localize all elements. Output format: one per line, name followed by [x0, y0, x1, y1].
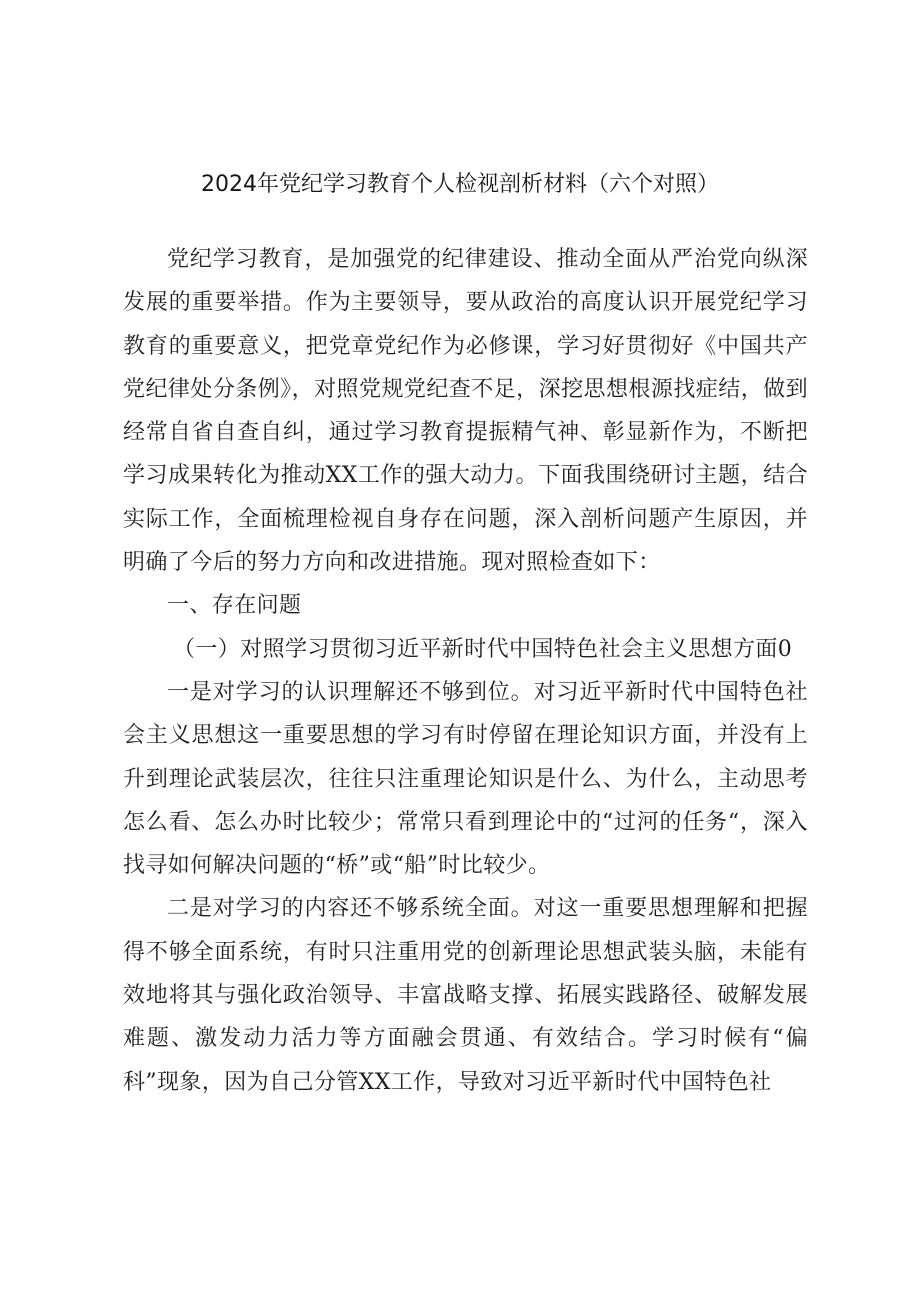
intro-paragraph: 党纪学习教育，是加强党的纪律建设、推动全面从严治党向纵深发展的重要举措。作为主要领导，要从政治的高度认识开展党纪学习教育的重要意义，把党章党纪作为必修课，学习好贯彻好《中国共产党纪律处分条例》，对照党规党纪查不足，深挖思想根源找症结，做到经常自省自查自纠，通过学习教育提振精气神、彰显新作为，不断把学习成果转化为推动XX工作的强大动力。下面我围绕研讨主题，结合实际工作，全面梳理检视自身存在问题，深入剖析问题产生原因，并明确了今后的努力方向和改进措施。现对照检查如下： [123, 247, 808, 576]
point-2-paragraph: 二是对学习的内容还不够系统全面。对这一重要思想理解和把握得不够全面系统，有时只注重用党的创新理论思想武装头脑，未能有效地将其与强化政治领导、丰富战略支撑、拓展实践路径、破解发展难题、激发动力活力等方面融会贯通、有效结合。学习时候有“偏科”现象，因为自己分管XX工作，导致对习近平新时代中国特色社 [123, 896, 808, 1095]
document-title: 2024年党纪学习教育个人检视剖析材料（六个对照） [201, 172, 719, 197]
point-1-paragraph: 一是对学习的认识理解还不够到位。对习近平新时代中国特色社会主义思想这一重要思想的学习有时停留在理论知识方面，并没有上升到理论武装层次，往往只注重理论知识是什么、为什么，主动思考怎么看、怎么办时比较少；常常只看到理论中的“过河的任务“，深入找寻如何解决问题的“桥”或“船”时比较少。 [123, 679, 808, 879]
subsection-heading-1: （一）对照学习贯彻习近平新时代中国特色社会主义思想方面0 [173, 636, 793, 662]
section-heading-problems: 一、存在问题 [167, 593, 302, 619]
document-body [123, 238, 808, 1104]
